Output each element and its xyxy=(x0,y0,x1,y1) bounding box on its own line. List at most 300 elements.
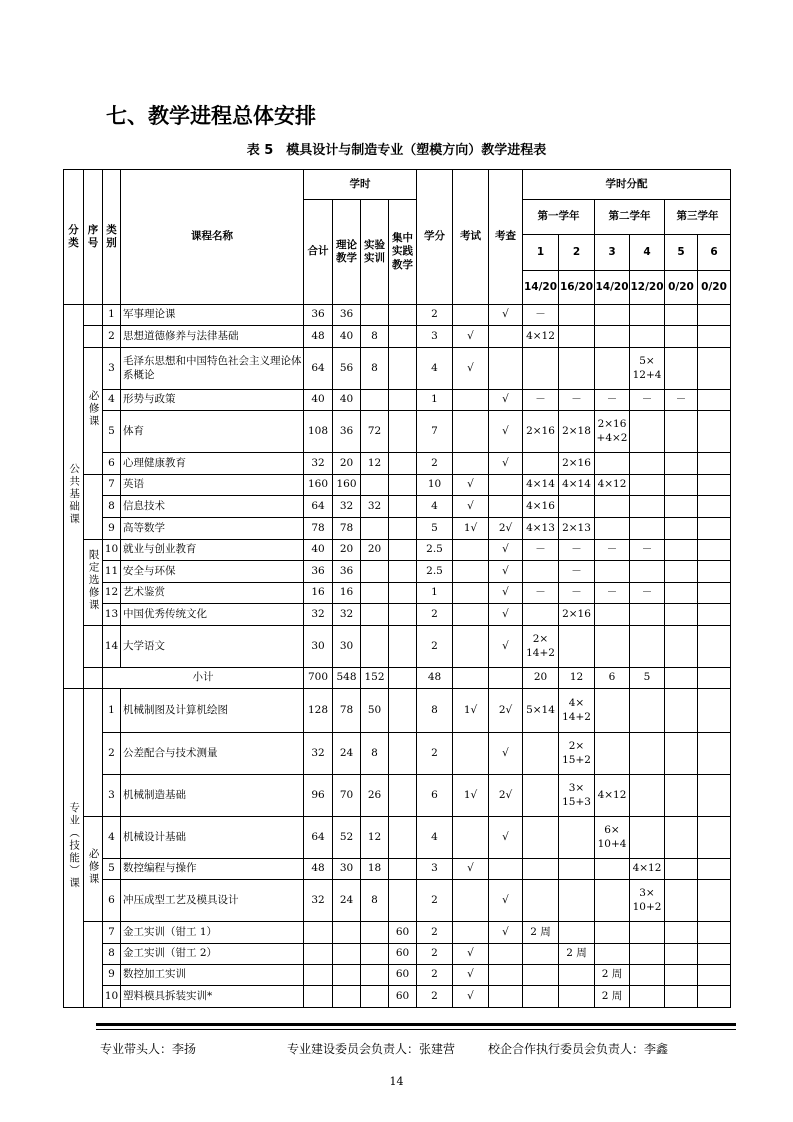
cell-s2 xyxy=(559,348,595,390)
cell-total: 40 xyxy=(304,390,333,411)
cell-total xyxy=(304,965,333,986)
subtotal-s2: 12 xyxy=(559,668,595,689)
cell-s5 xyxy=(665,626,698,668)
subtotal-total: 700 xyxy=(304,668,333,689)
cell-theory: 36 xyxy=(333,305,361,326)
cell-s3 xyxy=(595,604,630,626)
cell-exp: 18 xyxy=(361,859,389,880)
cell-s1 xyxy=(523,944,559,965)
cell-s2: 2×16 xyxy=(559,453,595,475)
cell-exam: √ xyxy=(453,965,489,986)
header-practice: 集中实践教学 xyxy=(389,200,417,305)
cell-check xyxy=(489,475,523,496)
cell-theory: 56 xyxy=(333,348,361,390)
cell-s4 xyxy=(630,305,665,326)
cell-s3: － xyxy=(595,583,630,604)
cell-s6 xyxy=(698,626,731,668)
cell-s1: 2×16 xyxy=(523,411,559,453)
page-number: 14 xyxy=(389,1075,404,1088)
cell-s2 xyxy=(559,626,595,668)
cell-theory: 70 xyxy=(333,775,361,817)
subtotal-exam xyxy=(453,668,489,689)
cell-check xyxy=(489,965,523,986)
cell-prac xyxy=(389,859,417,880)
cell-total: 78 xyxy=(304,518,333,540)
cell-s2 xyxy=(559,817,595,859)
table-row xyxy=(64,496,731,518)
header-year-3: 第三学年 xyxy=(665,200,731,235)
course-name: 安全与环保 xyxy=(121,561,304,583)
cell-credit: 1 xyxy=(417,583,453,604)
cell-exp xyxy=(361,475,389,496)
table-row xyxy=(64,604,731,626)
cell-s3 xyxy=(595,518,630,540)
cell-s2: 2× 15+2 xyxy=(559,733,595,775)
cell-check: √ xyxy=(489,880,523,922)
cell-s3: 4×12 xyxy=(595,475,630,496)
cell-s6 xyxy=(698,326,731,348)
cell-s5 xyxy=(665,561,698,583)
cell-s4 xyxy=(630,733,665,775)
cell-s2: 4×14 xyxy=(559,475,595,496)
cell-theory: 30 xyxy=(333,626,361,668)
row-number: 9 xyxy=(103,965,121,986)
subtotal-theory: 548 xyxy=(333,668,361,689)
cell-credit: 4 xyxy=(417,817,453,859)
row-number: 8 xyxy=(103,944,121,965)
course-name: 形势与政策 xyxy=(121,390,304,411)
cell-s2: 2×18 xyxy=(559,411,595,453)
table-row xyxy=(64,326,731,348)
header-credits: 学分 xyxy=(417,170,453,305)
type-blank xyxy=(84,475,103,540)
footer-rule-thick xyxy=(96,1023,736,1026)
cell-s4: 3× 10+2 xyxy=(630,880,665,922)
cell-theory: 24 xyxy=(333,733,361,775)
cell-s1 xyxy=(523,604,559,626)
cell-total: 40 xyxy=(304,540,333,561)
cell-s4 xyxy=(630,689,665,733)
table-row xyxy=(64,944,731,965)
cell-credit: 7 xyxy=(417,411,453,453)
table-row xyxy=(64,817,731,859)
cell-exp: 12 xyxy=(361,453,389,475)
cell-credit: 8 xyxy=(417,689,453,733)
course-name: 就业与创业教育 xyxy=(121,540,304,561)
header-weeks-3: 14/20 xyxy=(595,271,630,305)
cell-total: 32 xyxy=(304,604,333,626)
cell-exp xyxy=(361,944,389,965)
subtotal-blank xyxy=(84,668,103,689)
cell-exam: √ xyxy=(453,326,489,348)
cell-s2 xyxy=(559,496,595,518)
cell-s2 xyxy=(559,880,595,922)
cell-total: 108 xyxy=(304,411,333,453)
cell-exam xyxy=(453,880,489,922)
cell-s1: 2 周 xyxy=(523,922,559,944)
row-number: 4 xyxy=(103,817,121,859)
cell-s4: － xyxy=(630,583,665,604)
group-major xyxy=(64,689,84,1008)
teaching-schedule-table xyxy=(63,169,731,1008)
cell-total xyxy=(304,944,333,965)
row-number: 11 xyxy=(103,561,121,583)
cell-s2: 2×13 xyxy=(559,518,595,540)
cell-s5 xyxy=(665,775,698,817)
cell-prac xyxy=(389,880,417,922)
row-number: 8 xyxy=(103,496,121,518)
cell-theory xyxy=(333,922,361,944)
cell-s6 xyxy=(698,944,731,965)
cell-exam xyxy=(453,561,489,583)
row-number: 6 xyxy=(103,880,121,922)
group-elective-label: 限定选修课 xyxy=(87,549,100,612)
type-blank xyxy=(84,922,103,1008)
cell-check xyxy=(489,496,523,518)
cell-s6 xyxy=(698,561,731,583)
cell-s1 xyxy=(523,348,559,390)
row-number: 10 xyxy=(103,986,121,1008)
table-row xyxy=(64,965,731,986)
header-semester-3: 3 xyxy=(595,235,630,271)
cell-total: 16 xyxy=(304,583,333,604)
table-row xyxy=(64,453,731,475)
row-number: 14 xyxy=(103,626,121,668)
cell-s5 xyxy=(665,475,698,496)
header-distribution: 学时分配 xyxy=(523,170,731,200)
table-row xyxy=(64,733,731,775)
header-hours: 学时 xyxy=(304,170,417,200)
cell-total: 128 xyxy=(304,689,333,733)
cell-s4 xyxy=(630,453,665,475)
cell-s1: 4×12 xyxy=(523,326,559,348)
group-major-required-label: 必修课 xyxy=(87,848,100,886)
cell-s2: － xyxy=(559,540,595,561)
cell-s1: － xyxy=(523,583,559,604)
cell-exp: 20 xyxy=(361,540,389,561)
cell-credit: 1 xyxy=(417,390,453,411)
cell-exp: 12 xyxy=(361,817,389,859)
cell-total: 30 xyxy=(304,626,333,668)
course-name: 数控编程与操作 xyxy=(121,859,304,880)
cell-exam xyxy=(453,604,489,626)
table-row xyxy=(64,775,731,817)
cell-s5 xyxy=(665,817,698,859)
cell-theory: 52 xyxy=(333,817,361,859)
cell-exam xyxy=(453,453,489,475)
row-number: 10 xyxy=(103,540,121,561)
course-name: 数控加工实训 xyxy=(121,965,304,986)
cell-s5 xyxy=(665,305,698,326)
cell-theory: 20 xyxy=(333,453,361,475)
cell-s5 xyxy=(665,604,698,626)
cell-exam: √ xyxy=(453,496,489,518)
cell-s3 xyxy=(595,733,630,775)
cell-exp xyxy=(361,965,389,986)
cell-s4: － xyxy=(630,390,665,411)
cell-s1: 4×14 xyxy=(523,475,559,496)
table-row xyxy=(64,518,731,540)
cell-theory: 36 xyxy=(333,561,361,583)
header-weeks-1: 14/20 xyxy=(523,271,559,305)
cell-prac xyxy=(389,518,417,540)
cell-s4: － xyxy=(630,540,665,561)
cell-check: √ xyxy=(489,411,523,453)
row-number: 5 xyxy=(103,859,121,880)
group-required-label: 必修课 xyxy=(87,390,100,428)
cell-s2: － xyxy=(559,561,595,583)
cell-s4 xyxy=(630,965,665,986)
cell-s4 xyxy=(630,411,665,453)
cell-credit: 2.5 xyxy=(417,540,453,561)
cell-exam: √ xyxy=(453,944,489,965)
table-row xyxy=(64,880,731,922)
cell-total: 64 xyxy=(304,496,333,518)
cell-prac xyxy=(389,775,417,817)
cell-s5 xyxy=(665,453,698,475)
cell-s5 xyxy=(665,326,698,348)
header-year-2: 第二学年 xyxy=(595,200,665,235)
cell-exam xyxy=(453,305,489,326)
course-name: 英语 xyxy=(121,475,304,496)
footer-committee: 专业建设委员会负责人：张建营 xyxy=(287,1042,456,1056)
cell-s4 xyxy=(630,775,665,817)
cell-check: √ xyxy=(489,922,523,944)
cell-s5 xyxy=(665,733,698,775)
cell-s3: 2×16 +4×2 xyxy=(595,411,630,453)
cell-s1: 4×16 xyxy=(523,496,559,518)
cell-theory: 36 xyxy=(333,411,361,453)
header-weeks-4: 12/20 xyxy=(630,271,665,305)
table-row xyxy=(64,561,731,583)
row-number: 2 xyxy=(103,326,121,348)
group-public-label: 公共基础课 xyxy=(68,463,81,526)
cell-s1: 4×13 xyxy=(523,518,559,540)
cell-exp: 72 xyxy=(361,411,389,453)
row-number: 9 xyxy=(103,518,121,540)
row-number: 12 xyxy=(103,583,121,604)
course-name: 公差配合与技术测量 xyxy=(121,733,304,775)
cell-s6 xyxy=(698,583,731,604)
cell-s4 xyxy=(630,518,665,540)
cell-prac xyxy=(389,540,417,561)
cell-s1 xyxy=(523,880,559,922)
cell-s1 xyxy=(523,561,559,583)
cell-exp: 8 xyxy=(361,326,389,348)
cell-s6 xyxy=(698,496,731,518)
cell-prac xyxy=(389,817,417,859)
cell-s3 xyxy=(595,305,630,326)
cell-prac xyxy=(389,561,417,583)
cell-prac xyxy=(389,733,417,775)
table-row xyxy=(64,583,731,604)
course-name: 中国优秀传统文化 xyxy=(121,604,304,626)
cell-s1: 5×14 xyxy=(523,689,559,733)
cell-credit: 2 xyxy=(417,305,453,326)
cell-exam: 1√ xyxy=(453,518,489,540)
cell-s5 xyxy=(665,540,698,561)
header-total: 合计 xyxy=(304,200,333,305)
cell-total: 36 xyxy=(304,305,333,326)
cell-credit: 2 xyxy=(417,944,453,965)
course-name: 高等数学 xyxy=(121,518,304,540)
header-course-name: 课程名称 xyxy=(121,170,304,305)
cell-s5 xyxy=(665,965,698,986)
cell-s3 xyxy=(595,922,630,944)
cell-theory: 20 xyxy=(333,540,361,561)
subtotal-prac xyxy=(389,668,417,689)
group-required xyxy=(84,348,103,475)
cell-check: √ xyxy=(489,540,523,561)
table-row xyxy=(64,922,731,944)
cell-check: √ xyxy=(489,604,523,626)
cell-s6 xyxy=(698,411,731,453)
cell-s1: 2× 14+2 xyxy=(523,626,559,668)
header-experiment: 实验实训 xyxy=(361,200,389,305)
row-number: 3 xyxy=(103,348,121,390)
cell-s3: 6× 10+4 xyxy=(595,817,630,859)
cell-s3 xyxy=(595,561,630,583)
cell-s4: 5× 12+4 xyxy=(630,348,665,390)
subtotal-exp: 152 xyxy=(361,668,389,689)
subtotal-row xyxy=(64,668,731,689)
cell-exp: 8 xyxy=(361,348,389,390)
cell-check xyxy=(489,986,523,1008)
cell-s5 xyxy=(665,348,698,390)
group-major-label: 专业（技能）课 xyxy=(68,802,81,890)
course-name: 思想道德修养与法律基础 xyxy=(121,326,304,348)
cell-s2 xyxy=(559,922,595,944)
cell-exam: 1√ xyxy=(453,689,489,733)
course-name: 信息技术 xyxy=(121,496,304,518)
cell-s2: － xyxy=(559,583,595,604)
cell-credit: 2 xyxy=(417,922,453,944)
cell-exp xyxy=(361,518,389,540)
cell-exam: 1√ xyxy=(453,775,489,817)
cell-s6 xyxy=(698,689,731,733)
course-name: 机械制造基础 xyxy=(121,775,304,817)
course-name: 大学语文 xyxy=(121,626,304,668)
header-type: 类别 xyxy=(103,170,121,305)
cell-s1 xyxy=(523,859,559,880)
cell-exp xyxy=(361,922,389,944)
subtotal-label: 小计 xyxy=(103,668,304,689)
cell-check xyxy=(489,326,523,348)
cell-check: √ xyxy=(489,626,523,668)
header-check: 考查 xyxy=(489,170,523,305)
header-semester-2: 2 xyxy=(559,235,595,271)
type-blank xyxy=(84,326,103,348)
cell-s3 xyxy=(595,880,630,922)
cell-check: √ xyxy=(489,453,523,475)
course-name: 金工实训（钳工 2） xyxy=(121,944,304,965)
cell-credit: 6 xyxy=(417,775,453,817)
cell-exam: √ xyxy=(453,986,489,1008)
row-number: 4 xyxy=(103,390,121,411)
cell-prac xyxy=(389,583,417,604)
cell-total: 32 xyxy=(304,733,333,775)
group-major-required xyxy=(84,817,103,922)
subtotal-s6 xyxy=(698,668,731,689)
cell-s2 xyxy=(559,859,595,880)
cell-s1 xyxy=(523,733,559,775)
cell-s4 xyxy=(630,944,665,965)
header-category: 分类 xyxy=(64,170,84,305)
cell-s4: 4×12 xyxy=(630,859,665,880)
subtotal-s3: 6 xyxy=(595,668,630,689)
cell-check: √ xyxy=(489,390,523,411)
cell-credit: 2.5 xyxy=(417,561,453,583)
table-caption: 表 5 模具设计与制造专业（塑模方向）教学进程表 xyxy=(246,143,547,158)
cell-theory xyxy=(333,986,361,1008)
type-blank xyxy=(84,689,103,817)
subtotal-s5 xyxy=(665,668,698,689)
cell-s2: 3× 15+3 xyxy=(559,775,595,817)
table-row xyxy=(64,689,731,733)
cell-credit: 10 xyxy=(417,475,453,496)
cell-exp xyxy=(361,604,389,626)
cell-s6 xyxy=(698,518,731,540)
cell-s4 xyxy=(630,561,665,583)
row-number: 1 xyxy=(103,305,121,326)
header-semester-6: 6 xyxy=(698,235,731,271)
cell-s6 xyxy=(698,733,731,775)
cell-s4 xyxy=(630,922,665,944)
cell-check: √ xyxy=(489,583,523,604)
cell-s3 xyxy=(595,326,630,348)
cell-theory: 30 xyxy=(333,859,361,880)
cell-theory: 40 xyxy=(333,390,361,411)
cell-s3: － xyxy=(595,540,630,561)
type-blank xyxy=(84,626,103,668)
cell-prac: 60 xyxy=(389,944,417,965)
cell-check: 2√ xyxy=(489,775,523,817)
cell-s1 xyxy=(523,986,559,1008)
cell-check: √ xyxy=(489,733,523,775)
cell-exp xyxy=(361,986,389,1008)
cell-prac xyxy=(389,475,417,496)
cell-exp xyxy=(361,583,389,604)
header-theory: 理论教学 xyxy=(333,200,361,305)
cell-theory: 16 xyxy=(333,583,361,604)
cell-prac: 60 xyxy=(389,986,417,1008)
cell-prac xyxy=(389,305,417,326)
cell-s1 xyxy=(523,817,559,859)
cell-s6 xyxy=(698,540,731,561)
course-name: 金工实训（钳工 1） xyxy=(121,922,304,944)
course-name: 机械设计基础 xyxy=(121,817,304,859)
cell-total: 96 xyxy=(304,775,333,817)
cell-theory xyxy=(333,944,361,965)
header-weeks-5: 0/20 xyxy=(665,271,698,305)
row-number: 7 xyxy=(103,475,121,496)
table-row xyxy=(64,411,731,453)
header-weeks-2: 16/20 xyxy=(559,271,595,305)
cell-total: 64 xyxy=(304,817,333,859)
cell-exp xyxy=(361,305,389,326)
cell-exp: 8 xyxy=(361,880,389,922)
cell-credit: 2 xyxy=(417,453,453,475)
cell-s2 xyxy=(559,326,595,348)
table-row xyxy=(64,859,731,880)
group-public xyxy=(64,305,84,689)
cell-s2: 2 周 xyxy=(559,944,595,965)
cell-s2: 2×16 xyxy=(559,604,595,626)
cell-exam xyxy=(453,733,489,775)
cell-exp xyxy=(361,626,389,668)
cell-credit: 3 xyxy=(417,326,453,348)
footer-enterprise: 校企合作执行委员会负责人：李鑫 xyxy=(488,1042,669,1056)
